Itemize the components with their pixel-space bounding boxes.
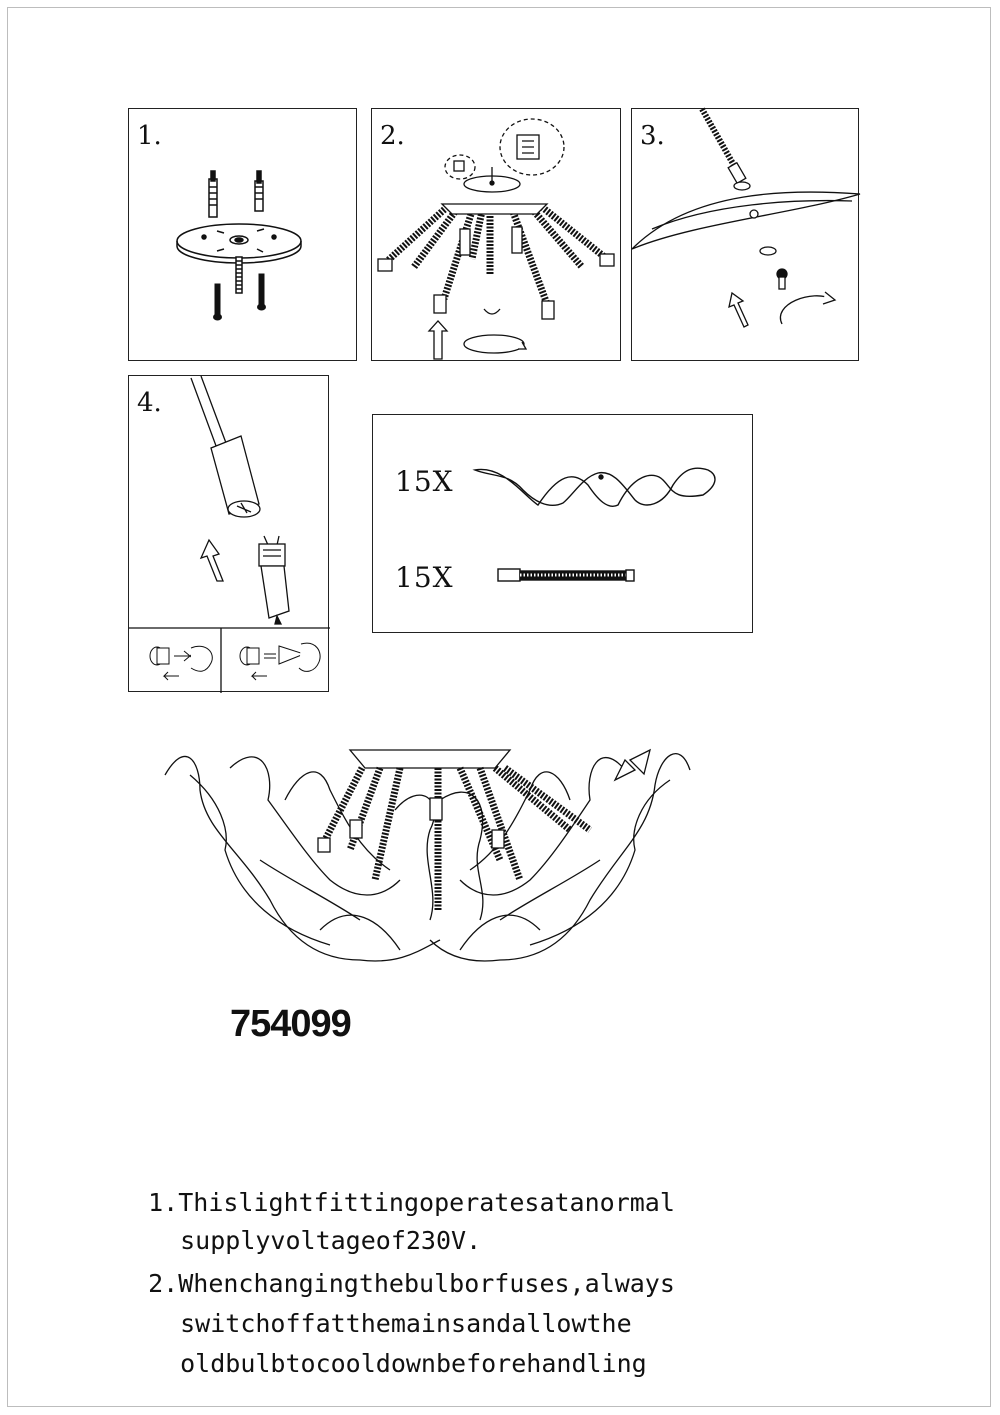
note-2-line-2: switchoffatthemainsandallowthe xyxy=(180,1309,632,1338)
step-3-label: 3. xyxy=(640,121,665,151)
note-2-line-3: oldbulbtocooldownbeforehandling xyxy=(180,1349,647,1378)
note-2-line-1: Whenchangingthebulborfuses,always xyxy=(178,1269,675,1298)
note-1-line-2: supplyvoltageof230V. xyxy=(180,1226,482,1255)
note-1-line-1: Thislightfittingoperatesatanormal xyxy=(178,1188,675,1217)
step-4-label: 4. xyxy=(137,388,162,418)
model-number: 754099 xyxy=(230,1003,351,1045)
note-2-cont-2 xyxy=(150,1304,647,1384)
step-1-label: 1. xyxy=(137,121,162,151)
note-1-number: 1. xyxy=(148,1188,179,1217)
step-2-label: 2. xyxy=(380,121,405,151)
lamp-arm-quantity: 15X xyxy=(395,561,454,594)
note-2-number: 2. xyxy=(148,1269,179,1298)
ribbon-quantity: 15X xyxy=(395,465,454,498)
